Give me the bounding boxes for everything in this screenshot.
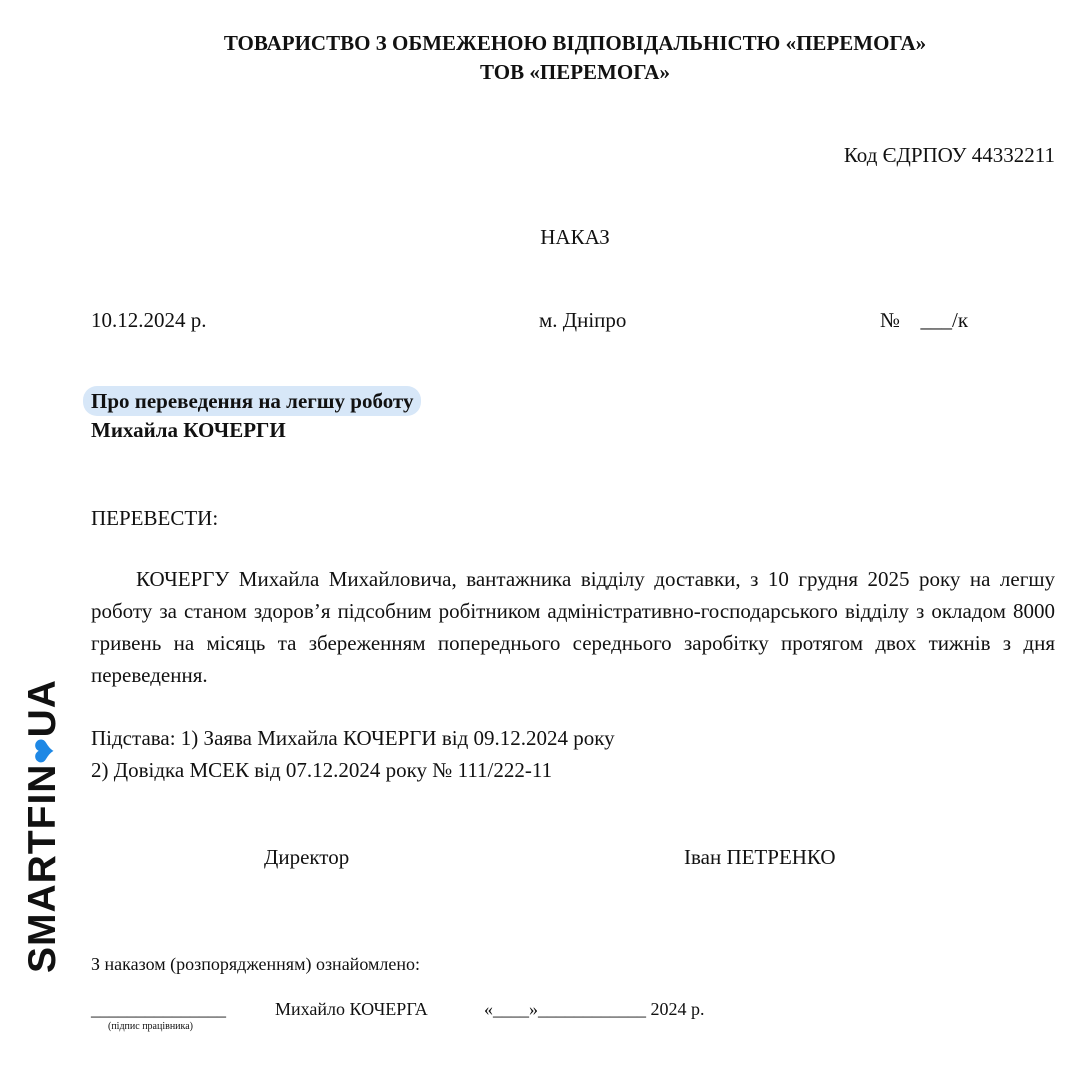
- subject-line-1: [91, 389, 421, 414]
- heart-icon: ❤: [29, 737, 62, 764]
- watermark-text-left: SMARTFIN: [21, 763, 64, 973]
- document-number: [880, 308, 968, 333]
- acknowledgement-date: «____»____________ 2024 р.: [484, 999, 705, 1019]
- document-city: м. Дніпро: [539, 308, 627, 332]
- basis-line-1: Підстава: 1) Заява Михайла КОЧЕРГИ від 09.12.2024 року: [91, 726, 615, 750]
- document-title: НАКАЗ: [540, 225, 610, 249]
- order-paragraph: [91, 563, 1055, 691]
- acknowledgement-label: З наказом (розпорядженням) ознайомлено:: [91, 954, 420, 974]
- subject-line-2: Михайла КОЧЕРГИ: [91, 418, 286, 442]
- employee-name: Михайло КОЧЕРГА: [275, 999, 428, 1019]
- company-full-name: ТОВАРИСТВО З ОБМЕЖЕНОЮ ВІДПОВІДАЛЬНІСТЮ «ПЕРЕМОГА»: [223, 31, 927, 55]
- edrpou-code: Код ЄДРПОУ 44332211: [843, 143, 1055, 167]
- employee-sign-line: _______________: [91, 999, 226, 1019]
- order-paragraph-text: КОЧЕРГУ Михайла Михайловича, вантажника відділу доставки, з 10 грудня 2025 року на легшу роботу за станом здоров’я підсобним робітником адміністративно-господарського відділу з окладом 8000 гривень на місяць та збереженням попереднього середнього заробітку протягом двох тижнів з дня переведення.: [91, 567, 1055, 687]
- company-short-name: ТОВ «ПЕРЕМОГА»: [480, 60, 670, 84]
- number-value: ___/к: [920, 308, 969, 332]
- watermark-text-right: UA: [21, 679, 64, 738]
- signature-name: Іван ПЕТРЕНКО: [684, 845, 836, 869]
- sign-caption: (підпис працівника): [108, 1021, 194, 1032]
- signature-position: Директор: [264, 845, 350, 869]
- directive: ПЕРЕВЕСТИ:: [91, 506, 219, 530]
- document-date: 10.12.2024 р.: [91, 308, 207, 332]
- smartfin-watermark: [21, 679, 65, 973]
- subject-highlight: Про переведення на легшу роботу: [83, 386, 421, 416]
- basis-line-2: 2) Довідка МСЕК від 07.12.2024 року № 111/222-11: [91, 758, 553, 782]
- number-label: №: [880, 308, 901, 332]
